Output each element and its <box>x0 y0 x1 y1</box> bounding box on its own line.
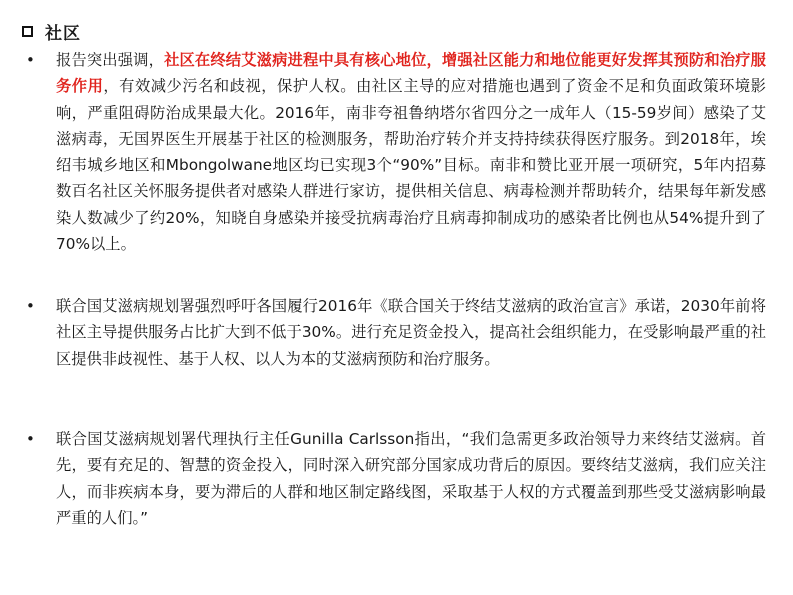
bullet-dot-icon: • <box>26 51 35 69</box>
section-title: 社区 <box>45 24 81 44</box>
section-header <box>22 19 81 44</box>
bullet-item-2 <box>26 293 766 372</box>
bullet-item-3 <box>26 426 766 531</box>
bullet-text: 联合国艾滋病规划署强烈呼吁各国履行2016年《联合国关于终结艾滋病的政治宣言》承诺，2030年前将社区主导提供服务占比扩大到不低于30%。进行充足资金投入，提高社会组织能力，在受影响最严重的社区提供非歧视性、基于人权、以人为本的艾滋病预防和治疗服务。 <box>56 297 766 368</box>
bullet-text-highlight: 社区在终结艾滋病进程中具有核心地位，增强社区能力和地位能更好发挥其预防和治疗服务作用 <box>56 51 766 96</box>
bullet-dot-icon: • <box>26 430 35 448</box>
bullet-dot-icon: • <box>26 297 35 315</box>
bullet-text-rest: ，有效减少污名和歧视，保护人权。由社区主导的应对措施也遇到了资金不足和负面政策环境影响，严重阻碍防治成果最大化。2016年，南非夸祖鲁纳塔尔省四分之一成年人（15-59岁间）感染了艾滋病毒，无国界医生开展基于社区的检测服务，帮助治疗转介并支持持续获得医疗服务。到2018年，埃绍韦城乡地区和Mbongolwane地区均已实现3个“90%”目标。南非和赞比亚开展一项研究，5年内招募数百名社区关怀服务提供者对感染人群进行家访，提供相关信息、病毒检测并帮助转介，结果每年新发感染人数减少了约20%，知晓自身感染并接受抗病毒治疗且病毒抑制成功的感染者比例也从54%提升到了70%以上。 <box>56 77 766 254</box>
bullet-text <box>56 47 766 257</box>
bullet-text: 联合国艾滋病规划署代理执行主任Gunilla Carlsson指出，“我们急需更多政治领导力来终结艾滋病。首先，要有充足的、智慧的资金投入，同时深入研究部分国家成功背后的原因。要终结艾滋病，我们应关注人，而非疾病本身，要为滞后的人群和地区制定路线图，采取基于人权的方式覆盖到那些受艾滋病影响最严重的人们。” <box>56 430 766 527</box>
bullet-text-prefix: 报告突出强调， <box>56 51 165 69</box>
square-bullet-icon <box>22 26 33 37</box>
bullet-item-1 <box>26 47 766 257</box>
